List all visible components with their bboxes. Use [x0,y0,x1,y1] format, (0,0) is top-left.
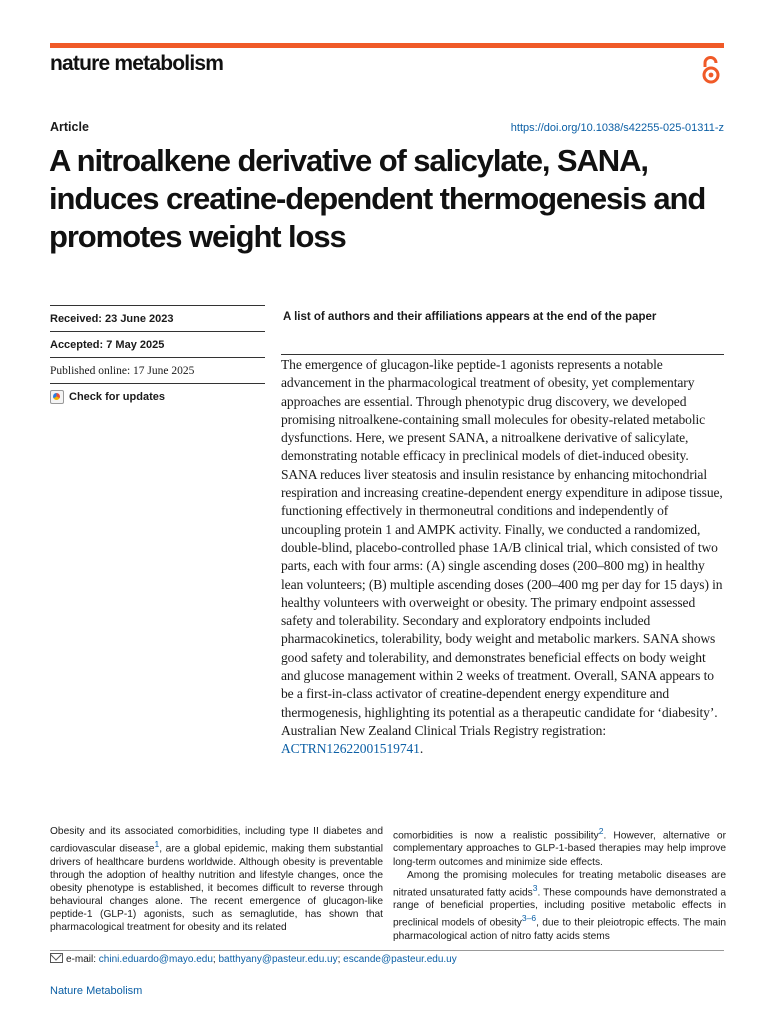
check-updates-icon [50,390,64,404]
published-date: Published online: 17 June 2025 [50,357,265,383]
correspondence-emails: e-mail: chini.eduardo@mayo.edu; batthyany@pasteur.edu.uy; escande@pasteur.edu.uy [50,953,457,965]
body-column-right [393,825,726,943]
abstract: The emergence of glucagon-like peptide-1 agonists represents a notable advancement in the pharmacological treatment of obesity, yet complementary approaches are essential. Through phenotypic drug discovery, we developed promising nitroalkene-containing small molecules for obesity-related metabolic dysfunctions. Here, we present SANA, a nitroalkene derivative of salicylate, demonstrating notable efficacy in preclinical models of diet-induced obesity. SANA reduces liver steatosis and insulin resistance by enhancing mitochondrial respiration and increasing creatine-dependent energy expenditure in adipose tissue, functioning effectively in thermoneutral conditions and independently of uncoupling protein 1 and AMPK activity. Finally, we conducted a randomized, double-blind, placebo-controlled phase 1A/B clinical trial, which consisted of two parts, each with four arms: (A) single ascending doses (200–800 mg) in healthy lean volunteers; (B) multiple ascending doses (200–400 mg per day for 15 days) in healthy volunteers with overweight or obesity. The primary endpoint assessed safety and tolerability. Secondary and exploratory endpoints included pharmacokinetics, tolerability, body weight and metabolic markers. SANA shows good safety and tolerability, and demonstrates beneficial effects on body weight and glucose management within 2 weeks of treatment. Overall, SANA appears to be a first-in-class activator of creatine-dependent energy expenditure and thermogenesis, highlighting its potential as a therapeutic candidate for ‘diabesity’. Australian New Zealand Clinical Trials Registry registration: ACTRN12622001519741. [281,357,723,757]
received-date: Received: 23 June 2023 [50,305,265,331]
publication-dates [50,305,265,409]
footnote-divider [50,950,724,951]
footer-journal-name: Nature Metabolism [50,985,143,997]
article-title: A nitroalkene derivative of salicylate, SANA, induces creatine-dependent thermogenesis and promotes weight loss [49,143,706,254]
open-access-icon [700,55,722,85]
email-link[interactable]: escande@pasteur.edu.uy [343,954,457,965]
accepted-date: Accepted: 7 May 2025 [50,331,265,357]
article-type-label: Article [50,120,89,134]
authors-note: A list of authors and their affiliations appears at the end of the paper [283,311,657,323]
body-column-left [50,825,383,934]
email-link[interactable]: batthyany@pasteur.edu.uy [218,954,338,965]
intro-paragraph-1-continued: comorbidities is now a realistic possibility$^2$. However, alternative or complementary approaches to GLP-1-based therapies may help improve long-term outcomes and minimize side effects. [393,826,726,868]
journal-name: nature metabolism [50,52,224,75]
intro-paragraph-1: Obesity and its associated comorbidities, including type II diabetes and cardiovascular disease$^1$, are a global epidemic, making them substantial drivers of healthcare burdens worldwide. Although obesity is preventable through the adoption of healthy nutrition and lifestyle changes, once the obesity phenotype is established, it becomes difficult to reverse through behavioural changes alone. The recent emergence of glucagon-like peptide-1 (GLP-1) agonists, such as semaglutide, has shown that pharmacological treatment for obesity and its related [50,826,383,934]
intro-paragraph-2: Among the promising molecules for treating metabolic diseases are nitrated unsaturated fatty acids$^3$. These compounds have demonstrated a range of beneficial properties, including positive metabolic effects in preclinical models of obesity$^{3-6}$, due to their pleiotropic effects. The main pharmacological action of nitro fatty acids stems [393,869,727,942]
check-for-updates-button[interactable]: Check for updates [50,383,265,409]
email-link[interactable]: chini.eduardo@mayo.edu [98,954,213,965]
trial-registration-link[interactable]: ACTRN12622001519741 [281,741,420,757]
mail-icon [50,953,63,963]
doi-link[interactable]: https://doi.org/10.1038/s42255-025-01311-z [510,122,724,134]
abstract-divider [281,354,724,355]
header-accent-bar [50,43,724,48]
